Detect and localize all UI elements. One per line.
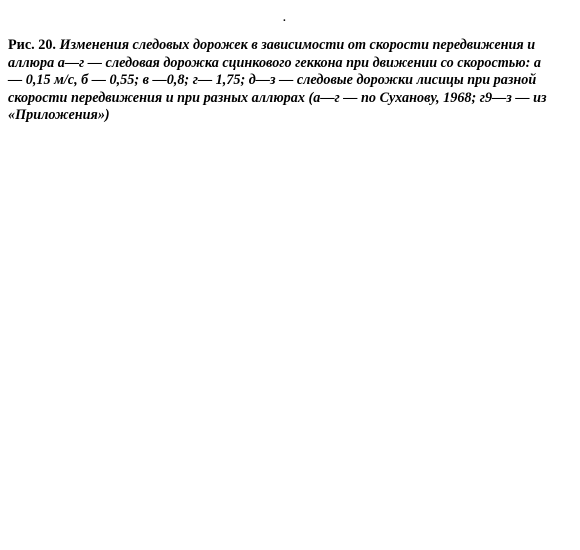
caption-text: Изменения следовых дорожек в зависимости от скорости передвижения и аллюра а—г — следовая дорожка сцинкового геккона при движении со скоростью: а — 0,15 м/с, б — 0,55; в —0,8; г— 1,75; д—з — следовые дорожки лисицы при разной скорости передвижения и при разных аллюрах (а—г — по Суханову, 1968; г9—з — из «Приложения») [8, 37, 547, 123]
figure-label: Рис. 20. [8, 37, 60, 53]
figure-caption [8, 37, 556, 125]
page-mark: . [283, 12, 286, 24]
